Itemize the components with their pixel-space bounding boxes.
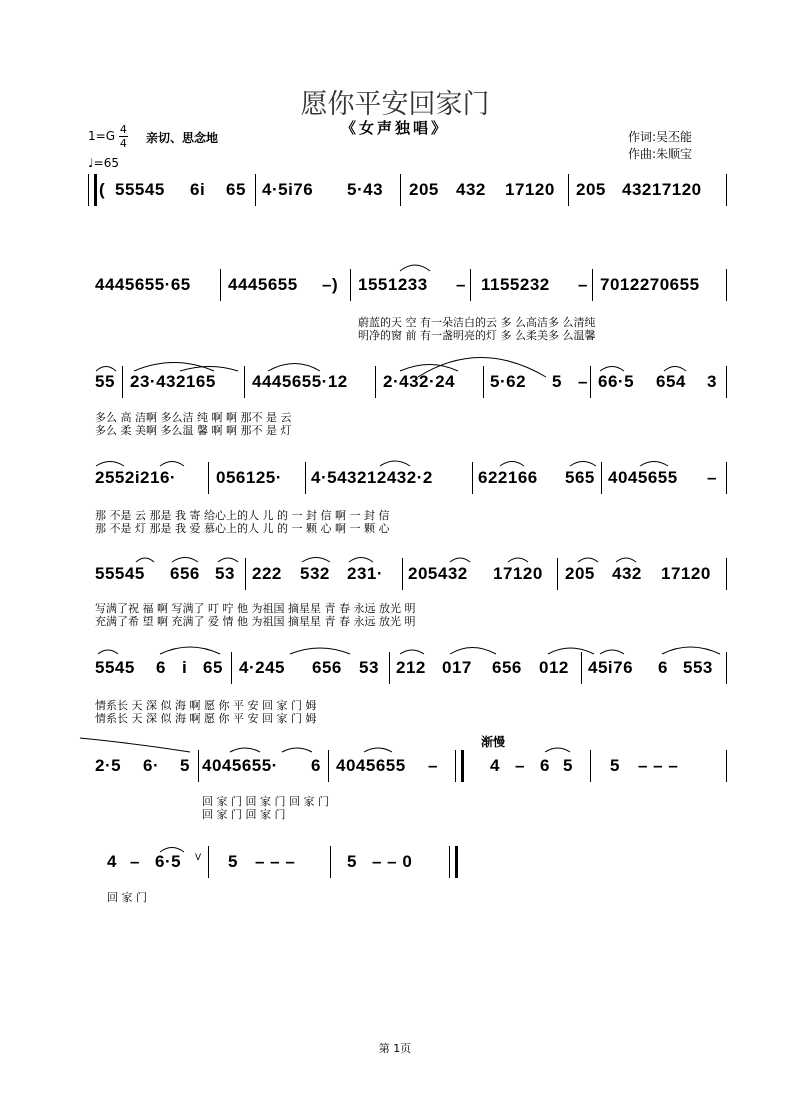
lyric-line: 写满了祝 福 啊 写满了 叮 咛 他 为祖国 摘星星 青 春 永远 放光 明: [95, 602, 416, 615]
slur: [282, 748, 312, 752]
ritardando-mark: 渐慢: [481, 735, 506, 749]
note-group: –: [707, 468, 717, 487]
note-group: 17120: [505, 180, 555, 199]
note-group: 6·5: [155, 852, 182, 871]
slur: [400, 265, 430, 271]
lyric-line: 回 家 门 回 家 门 回 家 门: [202, 795, 329, 808]
slur: [616, 558, 636, 562]
note-group: –: [578, 372, 588, 391]
note-group: 7012270655: [600, 275, 700, 294]
slur: [349, 558, 373, 563]
slur: [364, 748, 392, 752]
note-group: i: [182, 658, 188, 677]
slur: [400, 650, 424, 654]
note-group: 654: [656, 372, 686, 391]
lyric-line: 多么 柔 美啊 多么温 馨 啊 啊 那不 是 灯: [95, 424, 292, 437]
slur: [500, 462, 524, 467]
note-group: 4445655: [228, 275, 298, 294]
breath-mark: V: [195, 853, 202, 863]
slur: [218, 558, 238, 562]
note-group: 5: [610, 756, 620, 775]
note-group: 656: [170, 564, 200, 583]
slur: [80, 738, 190, 752]
time-numerator: 4: [119, 123, 127, 136]
note-group: 45i76: [588, 658, 634, 677]
slur: [600, 367, 624, 372]
slur: [400, 365, 458, 372]
note-group: 5: [347, 852, 357, 871]
note-group: 4·5i76: [262, 180, 314, 199]
note-group: 1155232: [481, 275, 550, 294]
note-group: 5·62: [490, 372, 527, 391]
slur: [160, 647, 220, 654]
note-group: 6i: [190, 180, 206, 199]
slur: [380, 461, 410, 466]
note-group: 205: [576, 180, 606, 199]
note-group: 222: [252, 564, 282, 583]
slur: [548, 648, 594, 654]
score-subtitle: 《女声独唱》: [340, 119, 449, 137]
key-label: 1=G: [88, 129, 115, 143]
note-group: 4: [490, 756, 500, 775]
note-group: 4445655·65: [95, 275, 191, 294]
note-group: 55: [95, 372, 115, 391]
note-group: 056125·: [216, 468, 282, 487]
note-group: 2·5: [95, 756, 122, 775]
note-group: 205: [409, 180, 439, 199]
note-group: 6: [156, 658, 166, 677]
lyric-line: 那 不是 灯 那是 我 爱 慕心上的人 儿 的 一 颗 心 啊 一 颗 心: [95, 522, 390, 535]
composer-credit: 作曲:朱顺宝: [628, 147, 693, 161]
note-group: –: [428, 756, 438, 775]
note-group: –: [578, 275, 588, 294]
note-group: 66·5: [598, 372, 635, 391]
lyric-line: 明净的窗 前 有一盏明亮的灯 多 么柔美多 么温馨: [358, 329, 596, 342]
note-group: 212: [396, 658, 426, 677]
note-group: 5: [563, 756, 573, 775]
note-group: – – –: [638, 756, 679, 775]
note-group: 4445655·12: [252, 372, 348, 391]
lyricist-credit: 作词:吴丕能: [628, 130, 693, 144]
note-group: 17120: [493, 564, 543, 583]
note-group: 53: [359, 658, 379, 677]
note-group: 53: [215, 564, 235, 583]
slur: [268, 364, 320, 372]
page-number: 第 1页: [378, 1042, 412, 1055]
note-group: 532: [300, 564, 330, 583]
slur: [600, 650, 624, 654]
note-group: 6: [540, 756, 550, 775]
slur: [172, 558, 198, 563]
note-group: 205: [565, 564, 595, 583]
lyric-line: 蔚蓝的天 空 有一朵洁白的云 多 么高洁多 么清纯: [358, 316, 596, 329]
lyric-line: 回 家 门: [107, 891, 147, 904]
note-group: 2·432·24: [383, 372, 456, 391]
note-group: 4045655: [608, 468, 678, 487]
note-group: 43217120: [622, 180, 702, 199]
slur: [664, 367, 686, 372]
note-group: 17120: [661, 564, 711, 583]
slur: [98, 650, 118, 654]
slur: [230, 748, 260, 752]
note-group: 4·245: [239, 658, 285, 677]
note-group: 23·432165: [130, 372, 216, 391]
note-group: 5: [180, 756, 190, 775]
slur: [302, 558, 330, 563]
tempo-mark: ♩=65: [88, 156, 119, 170]
slur: [450, 558, 470, 562]
note-group: –: [456, 275, 466, 294]
lyric-line: 情系长 天 深 似 海 啊 愿 你 平 安 回 家 门 姆: [95, 699, 317, 712]
note-group: 622166: [478, 468, 538, 487]
note-group: 4045655·: [202, 756, 278, 775]
slur: [578, 558, 598, 562]
note-group: 4045655: [336, 756, 406, 775]
note-group: 432: [612, 564, 642, 583]
lyric-line: 多么 高 洁啊 多么洁 纯 啊 啊 那不 是 云: [95, 411, 292, 424]
note-group: 6·: [143, 756, 160, 775]
lyric-line: 那 不是 云 那是 我 寄 给心上的人 儿 的 一 封 信 啊 一 封 信: [95, 509, 390, 522]
expression-mark: 亲切、思念地: [146, 131, 219, 145]
note-group: 432: [456, 180, 486, 199]
note-group: 4·543212432·2: [311, 468, 433, 487]
note-group: 5: [228, 852, 238, 871]
note-group: – – 0: [372, 852, 413, 871]
note-group: 017: [442, 658, 472, 677]
note-group: 5: [552, 372, 562, 391]
note-group: 231·: [347, 564, 384, 583]
note-group: 65: [226, 180, 246, 199]
slur: [418, 358, 546, 378]
note-group: 65: [203, 658, 223, 677]
note-group: 656: [492, 658, 522, 677]
note-group: 6: [311, 756, 321, 775]
lyric-line: 回 家 门 回 家 门: [202, 808, 286, 821]
note-group: 4: [107, 852, 117, 871]
slur: [160, 462, 184, 467]
score-title: 愿你平安回家门: [300, 89, 490, 120]
slur: [640, 462, 668, 467]
note-group: –: [130, 852, 140, 871]
slur: [570, 462, 596, 467]
slur: [450, 648, 496, 655]
slur: [290, 648, 350, 654]
note-group: 1551233: [358, 275, 428, 294]
note-group: 6: [658, 658, 668, 677]
slur: [662, 647, 720, 654]
note-group: 3: [707, 372, 717, 391]
slur: [136, 558, 154, 562]
note-group: 55545: [95, 564, 145, 583]
note-group: 5545: [95, 658, 135, 677]
slur: [545, 748, 570, 752]
time-denominator: 4: [119, 137, 127, 150]
slur: [96, 367, 116, 372]
slur: [96, 462, 124, 467]
lyric-line: 情系长 天 深 似 海 啊 愿 你 平 安 回 家 门 姆: [95, 712, 317, 725]
note-group: 553: [683, 658, 713, 677]
note-group: 5·43: [347, 180, 384, 199]
slur: [508, 558, 528, 562]
note-group: 55545: [115, 180, 165, 199]
slur: [160, 848, 184, 853]
note-group: 656: [312, 658, 342, 677]
lyric-line: 充满了希 望 啊 充满了 爱 情 他 为祖国 摘星星 青 春 永远 放光 明: [95, 615, 416, 628]
note-group: –): [322, 275, 339, 294]
note-group: –: [515, 756, 525, 775]
note-group: 012: [539, 658, 569, 677]
note-group: 205432: [408, 564, 468, 583]
note-group: 2552i216·: [95, 468, 177, 487]
note-group: 565: [565, 468, 595, 487]
note-group: – – –: [255, 852, 296, 871]
note-group: (: [99, 180, 106, 199]
